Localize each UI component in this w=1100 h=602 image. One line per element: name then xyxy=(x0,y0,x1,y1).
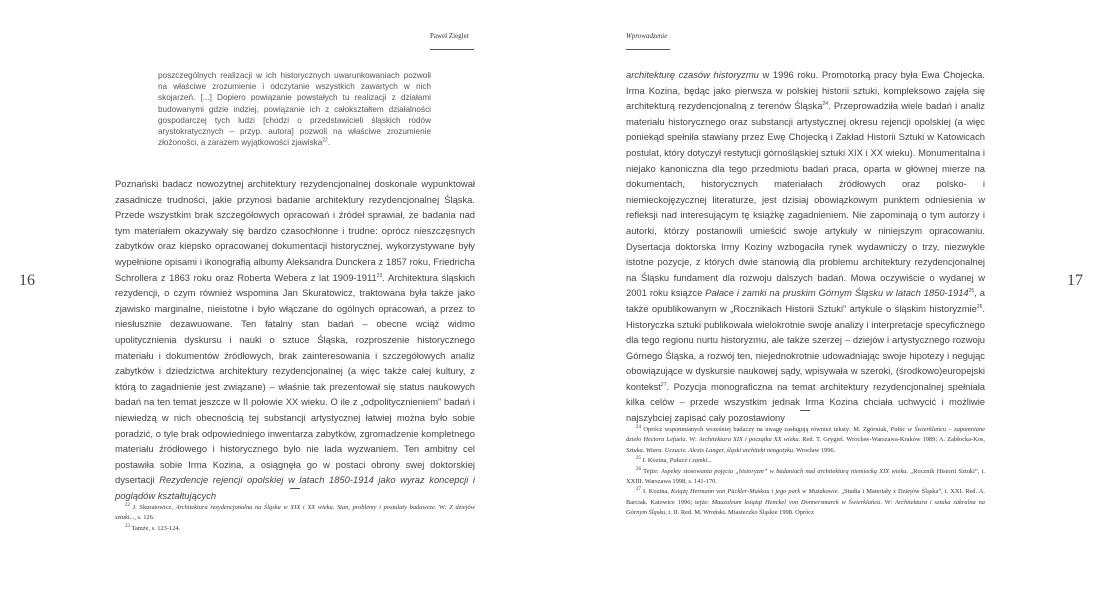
footnote: $^{23}$ Tamże, s. 123-124. xyxy=(125,523,181,532)
footnote-number: 27 xyxy=(636,487,641,493)
footnote-italic-title: Architektura XIX i początku XX wieku xyxy=(698,436,799,444)
quote-text: poszczególnych realizacji w ich historycznych uwarunkowaniach pozwoli na właściwe zrozumienie i odczytanie wszystkich zawartych w nich skojarzeń. [...] Dopiero powiązanie powstałych tu realizacji z działami budowanymi gdzie indziej, powiązanie ich z całokształtem działalności gospodarczej tych ludzi [chodzi o przedstawicieli śląskich rodów arystokratycznych – przyp. autora] pozwoli na właściwe zrozumienie złożoności, a zarazem wyjątkowości zjawiska xyxy=(158,71,431,148)
footnotes-left xyxy=(115,503,475,534)
footnote-ref[interactable]: 27 xyxy=(660,381,667,388)
footnote: $^{22}$ J. Skuratowicz, Architektura rezydencjonalna na Śląsku w XIX i XX wieku. Stan, problemy i postulaty badawcze. W: Z dziejów sztuki..., s. 126. xyxy=(115,502,476,522)
body-paragraph: w 1996 roku. Promotorką pracy była Ewa Chojecka. Irma Kozina, będąc jako pierwsza w polskiej historii sztuki, kompleksowo zajęła się architekturą rezydencjonalną z terenów Śląska xyxy=(626,69,985,112)
footnote-separator-right xyxy=(800,410,810,411)
footnote-text: Oprócz wspomnianych wcześniej badaczy na uwagę zasługują również teksty: M. Zgórniak, xyxy=(641,426,891,433)
footnote-ref[interactable]: 26 xyxy=(976,303,983,310)
body-text-right xyxy=(626,67,985,426)
footnotes-right xyxy=(626,425,985,519)
footnote-italic-title: Pałac w Świerklańcu – zapomniane dzieło Hectora Lefuela xyxy=(626,426,985,444)
body-text-left xyxy=(115,176,475,503)
footnote xyxy=(626,425,985,456)
footnote-ref[interactable]: 23 xyxy=(376,272,383,279)
footnote-text: . „Studia i Materiały z Dziejów Śląska”, t. XXI. Red. A. Barciak. Katowice 1996; tejże: xyxy=(626,488,985,506)
footnote xyxy=(626,467,985,488)
footnote-ref[interactable]: 22 xyxy=(322,137,328,144)
running-head-right: Wprowadzenie xyxy=(626,32,668,40)
running-head-rule-right xyxy=(626,49,670,50)
body-paragraph: , a także opublikowanym w „Rocznikach Historii Sztuki” artykule o śląskim historyzmie xyxy=(626,287,985,314)
italic-title: Rezydencje rejencji opolskiej w latach 1850-1914 jako wyraz koncepcji i poglądów kształtujących xyxy=(115,474,476,501)
footnote-italic-title: Pałace i zamki... xyxy=(669,457,712,465)
body-paragraph: . Historyczka sztuki publikowała wielokrotnie swoje analizy i interpretacje specyficznego dla tego regionu nurtu historyzmu, ale także szerzej – dziejów i artystycznego rozwoju Górnego Śląska, a rozwój ten, niejednokrotnie udowadniając swoje hipotezy i negując obowiązujące w dyskursie naukowej sądy, wpisywała w szeroki, (środkowo)europejski kontekst xyxy=(626,302,985,392)
footnote-text: . „Rocznik Historii Sztuki”, t. XXIII. Warszawa 1998, s. 141-170. xyxy=(626,467,985,486)
body-paragraph: Poznański badacz nowożytnej architektury rezydencjonalnej doskonale wypunktował zasadnicze trudności, jakie przynosi badanie architektury rezydencjonalnej Śląska. Przede wszystkim brak szczegółowych opracowań i źródeł sprawiał, że badania nad tym materiałem okazywały się bardzo czasochłonne i trudne: oprócz nieszczęsnych zabytków oraz kiepsko opracowanej dokumentacji historycznej, wykorzystywane były wypełnione opisami i ikonografią albumy Aleksandra Dunckera z 1857 roku, Friedricha Schrollera z 1863 roku oraz Roberta Webera z lat 1909-1911 xyxy=(115,178,475,283)
footnote-text: Tejże: xyxy=(641,467,662,475)
italic-title: architekturę czasów historyzmu xyxy=(626,69,759,80)
body-paragraph: . Przeprowadziła wiele badań i analiz materiału historycznego oraz substancji artystycznej okresu rejencji opolskiej (a więc poniekąd spełniła stawiany przez Ewę Chojecką i Zakład Historii Sztuki w Katowicach postulat, który dotyczył restytucji górnośląskiej sztuki XIX i XX wieku). Monumentalna i niejako kanoniczna dla tego przedmiotu badań praca, oparta w głównej mierze na dokumentach, historycznych materiałach źródłowych oraz polsko- i niemieckojęzycznej literaturze, jest dzisiaj obowiązkowym punktem odniesienia w refleksji nad interesującym tę książkę zagadnieniem. Nie zapominają o tym autorzy i autorki, którzy postanowili umieścić swoje artykuły w niniejszym opracowaniu. Dysertacja doktorska Irmy Koziny wzbogaciła rynek wydawniczy o trzy, niezwykle istotne pozycje, z których dwie stanowią dla problemu architektury rezydencjonalnej na Śląsku fundament dla rozwoju dalszych badań. Mowa oczywiście o wydanej w 2001 roku książce xyxy=(626,100,985,299)
running-head-left: Paweł Ziegler xyxy=(430,32,470,40)
footnote-text: . Red. T. Grygiel. Wrocław-Warszawa-Kraków 1989; A. Zabłocka-Kos, xyxy=(798,436,986,444)
body-paragraph: . Architektura śląskich rezydencji, o czym również wspomina Jan Skuratowicz, traktowana była także jako zjawisko marginalne, nieistotne i było włączane do ogólnych opracowań, a przez to niesłusznie dezawuowane. Ten fatalny stan badań – obecne wciąż widmo upolitycznienia dyskursu i nauki o sztuce Śląska, rozproszenie historycznego materiału i dokumentów źródłowych, brak zainteresowania i szczegółowych analiz zabytków i dziedzictwa architektury rezydencjonalnej (a więc także całej kultury, z którą to zagadnienie jest związane) – właśnie tak prezentował się status naukowych badań na ten temat jeszcze w II połowie XX wieku. O ile z „odpolitycznieniem” badań i niewiedzą w nich obecnością tej substancji artystycznej łatwiej można było sobie poradzić, o tyle brak odpowiedniego inwentarza zabytków, zgromadzenie kompletnego materiału źródłowego i historycznego było nie lada wyzwaniem. Ten ambitny cel postawiła sobie Irma Kozina, a osiągnęła go w postaci obrony swej doktorskiej dysertacji xyxy=(115,271,475,486)
footnote-italic-title: Książę Hermann von Pückler-Muskau i jego park w Mużakowie xyxy=(670,488,838,496)
footnote-text: . W: xyxy=(880,498,895,506)
running-head-rule-left xyxy=(430,49,474,50)
block-quote: poszczególnych realizacji w ich historycznych uwarunkowaniach pozwoli na właściwe zrozumienie i odczytanie wszystkich zawartych w nich skojarzeń. [...] Dopiero powiązanie powstałych tu realizacji z działami budowanymi gdzie indziej, powiązanie ich z całokształtem działalności gospodarczej tych ludzi [chodzi o przedstawicieli śląskich rodów arystokratycznych – przyp. autora] pozwoli na właściwe zrozumienie złożoności, a zarazem wyjątkowości zjawiska$^{22}$. xyxy=(158,71,431,148)
footnote-text: I. Kozina, xyxy=(641,488,671,496)
footnote-text: I. Kozina, xyxy=(641,457,670,465)
footnote-separator-left xyxy=(290,488,300,489)
footnote-text: , t. II. Red. M. Wroński. Miasteczko Śląskie 1998. Oprócz xyxy=(665,509,814,517)
footnote-number: 26 xyxy=(636,466,641,472)
page-number-right: 17 xyxy=(1067,272,1083,289)
footnote-italic-title: Architektura i sztuka sakralna na Górnym Śląsku xyxy=(626,498,985,517)
footnote-text: . Wrocław 1996. xyxy=(793,446,836,454)
footnote-number: 24 xyxy=(636,424,641,430)
footnote-italic-title: Aspekty stosowania pojęcia „historyzm” w badaniach nad architekturą niemiecką XIX wieku xyxy=(661,467,907,475)
footnote-number: 23 xyxy=(125,523,130,529)
footnote-italic-title: Sztuka. Wiara. Uczucie. Alexis Langer, śląski architekt neogotyku xyxy=(626,446,794,454)
footnote xyxy=(626,487,985,518)
body-paragraph: . Pozycja monograficzna na temat architektury rezydencjonalnej spełniała kilka celów – przede wszystkim jednak Irma Kozina chciała uchwycić i możliwie najszybciej zapisać cały pozostawiony xyxy=(626,380,985,424)
footnote-italic-title: Mauzoleum książąt Henckel von Donnersmarck w Świerklańcu xyxy=(711,498,881,506)
footnote xyxy=(626,456,985,466)
footnote-number: 25 xyxy=(636,456,641,462)
footnote-text: . W: xyxy=(685,436,699,444)
footnote-number: 22 xyxy=(125,502,130,508)
italic-title: Pałace i zamki na pruskim Górnym Śląsku w latach 1850-1914 xyxy=(705,287,969,299)
footnote-ref[interactable]: 24 xyxy=(822,101,829,108)
footnote-ref[interactable]: 25 xyxy=(968,288,975,295)
page-number-left: 16 xyxy=(19,272,35,289)
